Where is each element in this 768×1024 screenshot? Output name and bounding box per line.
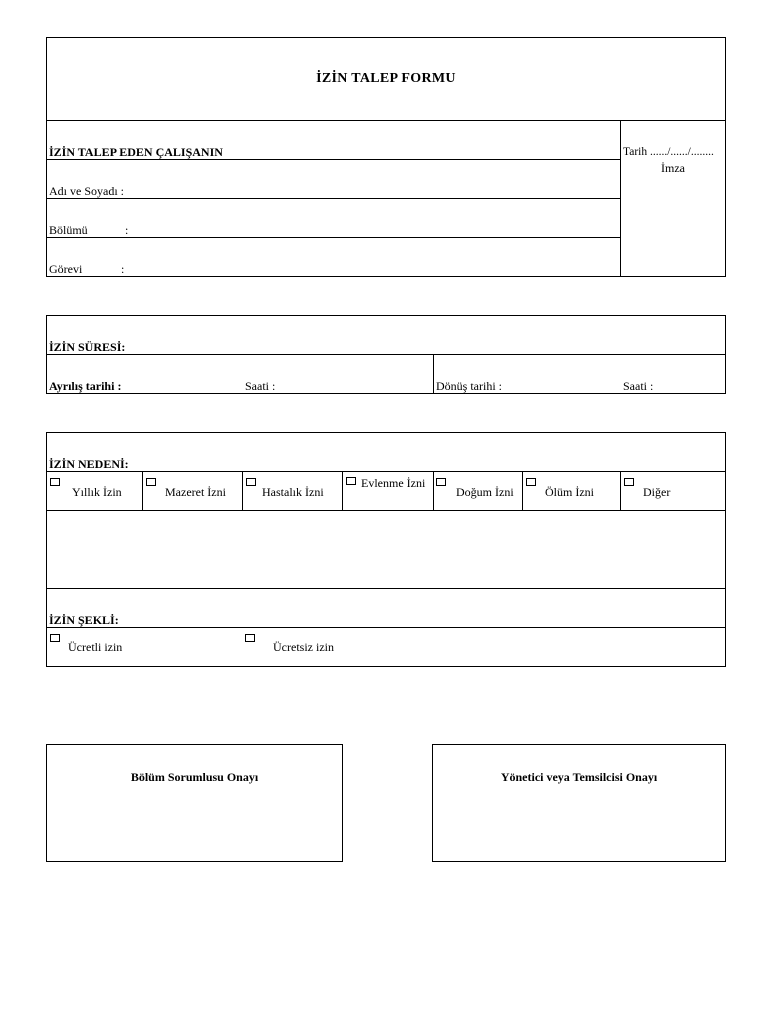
- divider: [46, 237, 620, 238]
- annual-leave-checkbox[interactable]: [50, 478, 60, 486]
- divider: [142, 471, 143, 510]
- divider: [433, 354, 434, 394]
- divider: [46, 159, 620, 160]
- sick-leave-checkbox[interactable]: [246, 478, 256, 486]
- paid-leave-checkbox[interactable]: [50, 634, 60, 642]
- role-field[interactable]: [140, 240, 618, 275]
- bereavement-leave-label: Ölüm İzni: [545, 485, 594, 499]
- name-label: Adı ve Soyadı :: [49, 184, 124, 198]
- leave-type-heading: İZİN ŞEKLİ:: [49, 613, 119, 627]
- sick-leave-label: Hastalık İzni: [262, 485, 324, 499]
- divider: [46, 354, 726, 355]
- divider: [46, 510, 726, 511]
- other-leave-checkbox[interactable]: [624, 478, 634, 486]
- date-field[interactable]: Tarih ....../....../........: [623, 146, 714, 158]
- role-label: Görevi: [49, 262, 83, 276]
- birth-leave-label: Doğum İzni: [456, 485, 514, 499]
- birth-leave-checkbox[interactable]: [436, 478, 446, 486]
- divider: [242, 471, 243, 510]
- marriage-leave-label: Evlenme İzni: [361, 476, 426, 490]
- departure-time-label: Saati :: [245, 379, 276, 393]
- return-time-field[interactable]: [662, 357, 724, 392]
- manager-approval-label: Yönetici veya Temsilcisi Onayı: [500, 770, 658, 784]
- excuse-leave-checkbox[interactable]: [146, 478, 156, 486]
- divider: [620, 471, 621, 510]
- divider: [620, 120, 621, 277]
- divider: [522, 471, 523, 510]
- divider: [46, 471, 726, 472]
- employee-heading: İZİN TALEP EDEN ÇALIŞANIN: [49, 145, 223, 159]
- departure-date-label: Ayrılış tarihi :: [49, 379, 122, 393]
- manager-approval-box[interactable]: [432, 744, 726, 862]
- unpaid-leave-checkbox[interactable]: [245, 634, 255, 642]
- return-time-label: Saati :: [623, 379, 654, 393]
- name-field[interactable]: [140, 162, 618, 196]
- signature-label: İmza: [661, 161, 685, 175]
- departure-time-field[interactable]: [285, 357, 430, 392]
- reason-heading: İZİN NEDENİ:: [49, 457, 129, 471]
- divider: [46, 588, 726, 589]
- unpaid-leave-label: Ücretsiz izin: [273, 640, 334, 654]
- departure-date-field[interactable]: [135, 357, 240, 392]
- annual-leave-label: Yıllık İzin: [72, 485, 122, 499]
- form-title: İZİN TALEP FORMU: [316, 71, 456, 86]
- role-colon: :: [121, 262, 125, 276]
- return-date-label: Dönüş tarihi :: [436, 379, 502, 393]
- signature-field[interactable]: [622, 178, 724, 275]
- excuse-leave-label: Mazeret İzni: [165, 485, 226, 499]
- reason-details-area[interactable]: [48, 512, 724, 586]
- dept-head-approval-box[interactable]: [46, 744, 343, 862]
- dept-head-approval-label: Bölüm Sorumlusu Onayı: [130, 770, 259, 784]
- divider: [46, 120, 726, 121]
- divider: [433, 471, 434, 510]
- department-colon: :: [125, 223, 129, 237]
- other-leave-label: Diğer: [643, 485, 671, 499]
- bereavement-leave-checkbox[interactable]: [526, 478, 536, 486]
- department-field[interactable]: [140, 201, 618, 235]
- divider: [46, 198, 620, 199]
- paid-leave-label: Ücretli izin: [68, 640, 123, 654]
- divider: [342, 471, 343, 510]
- divider: [46, 627, 726, 628]
- department-label: Bölümü: [49, 223, 88, 237]
- duration-heading: İZİN SÜRESİ:: [49, 340, 126, 354]
- return-date-field[interactable]: [515, 357, 620, 392]
